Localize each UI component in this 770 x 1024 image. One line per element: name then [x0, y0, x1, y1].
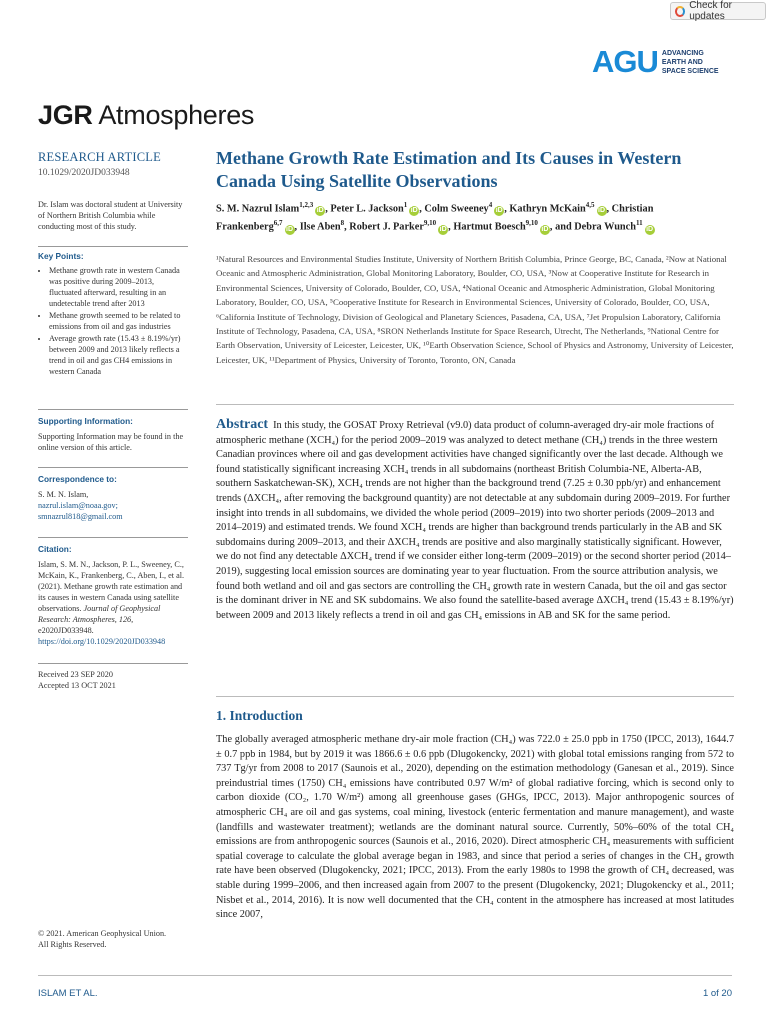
- supporting-heading: Supporting Information:: [38, 416, 133, 426]
- orcid-icon[interactable]: iD: [286, 225, 294, 233]
- author-separator: ,: [325, 203, 331, 215]
- divider: [38, 537, 188, 538]
- orcid-icon[interactable]: iD: [316, 207, 324, 215]
- author-name: S. M. Nazrul Islam: [216, 203, 300, 215]
- author-name: Hartmut Boesch: [453, 221, 526, 233]
- check-for-updates-button[interactable]: [670, 2, 766, 20]
- author-affiliation-marker: 6,7: [273, 219, 283, 228]
- author-name: Colm Sweeney: [424, 203, 489, 215]
- intro-text: The globally averaged atmospheric methane dry-air mole fraction (CH₄) was 722.0 ± 25.0 ppb in 1750 (IPCC, 2013), 1644.7 ± 0.7 ppb in 1984, but by 2019 it was 1866.6 ± 0.6 ppb (Dlugokencky, 2021) with global total emissions ranging from 572 to 737 Tg/yr from 2008 to 2017 (Saunois et al., 2020), depending on the estimation methodology (Ganesan et al., 2019). Since preindustrial times (1750) CH₄ emissions have contributed 0.97 W/m² of global radiative forcing, which is second only to carbon dioxide (CO₂, 1.70 W/m²) among all greenhouse gases (GHGs, IPCC, 2013). Major anthropogenic sources of atmospheric CH₄ are oil and gas systems, coal mining, livestock (enteric fermentation and manure management), and waste (landfills and wastewater treatment); wetlands are the dominant natural source. Currently, 50%–60% of the total CH₄ emissions are from anthropogenic sources (Saunois et al., 2016, 2020). Direct atmospheric CH₄ measurements with sufficient spatial coverage to calculate the global average began in 1983, and since that period a series of changes in the CH₄ growth rate have been observed (Dlugokencky, 2021; IPCC, 2013). From the early 1980s to 1998 the growth of CH₄ decreased, was stable during 1999–2006, and then increased again from 2007 to the present (Dlugokencky, 2021; Dlugokencky et al., 2011; Nisbet et al., 2014, 2016). It is now well documented that the CH₄ content in the atmosphere has increased at most latitudes since 2007,: [216, 734, 734, 921]
- agu-logo: [592, 44, 719, 80]
- author-separator: ,: [344, 221, 350, 233]
- page-number: 1 of 20: [702, 988, 732, 999]
- abstract: [216, 418, 734, 623]
- article-title: Methane Growth Rate Estimation and Its Causes in Western Canada Using Satellite Observations: [216, 148, 682, 191]
- key-points: [38, 251, 188, 378]
- divider: [38, 467, 188, 468]
- update-icon: [675, 6, 685, 17]
- divider: [38, 246, 188, 247]
- author-affiliation-marker: 8: [340, 219, 345, 228]
- author-name: Ilse Aben: [299, 221, 341, 233]
- author-name: Christian Frankenberg: [216, 203, 654, 233]
- key-point: • Methane growth seemed to be related to emissions from oil and gas industries: [49, 310, 188, 332]
- email-link[interactable]: smnazrul818@gmail.com: [38, 512, 123, 521]
- citation-id: e2020JD033948.: [38, 626, 94, 635]
- citation-journal: Journal of Geophysical Research: Atmospheres, 126,: [38, 604, 161, 624]
- author-name: Kathryn McKain: [509, 203, 586, 215]
- author-affiliation-marker: 11: [635, 219, 643, 228]
- orcid-icon[interactable]: iD: [410, 207, 418, 215]
- footer-divider: [38, 975, 732, 976]
- author-separator: ,: [606, 203, 612, 215]
- doi: 10.1029/2020JD033948: [38, 168, 130, 178]
- author-affiliation-marker: 1: [403, 201, 408, 209]
- author-separator: ,: [448, 221, 454, 233]
- orcid-icon[interactable]: iD: [495, 207, 503, 215]
- author-separator: , and: [549, 221, 575, 233]
- author-name: Peter L. Jackson: [330, 203, 404, 215]
- check-for-updates-label: Check for updates: [689, 0, 732, 22]
- author-list: [216, 198, 716, 235]
- orcid-icon[interactable]: iD: [598, 207, 605, 215]
- copyright-line: © 2021. American Geophysical Union.: [38, 929, 167, 938]
- author-separator: ,: [504, 203, 510, 215]
- supporting-text: Supporting Information may be found in the online version of this article.: [38, 432, 184, 452]
- divider: [216, 696, 734, 697]
- tagline-line: SPACE SCIENCE: [661, 67, 719, 75]
- orcid-icon[interactable]: iD: [439, 225, 447, 233]
- affiliations: ¹Natural Resources and Environmental Studies Institute, University of Northern British Columbia, Prince George, BC, Canada, ²Now at National Oceanic and Atmospheric Administration, Global Monitoring Laboratory, Boulder, CO, USA, ³Now at Cooperative Institute for Research in Environmental Sciences, University of Colorado, Boulder, CO, USA, ⁴National Oceanic and Atmospheric Administration, Global Monitoring Laboratory, Boulder, CO, USA, ⁵Cooperative Institute for Research in Environmental Sciences, University of Colorado, Boulder, CO, USA, ⁶California Institute of Technology, Division of Geological and Planetary Sciences, Pasadena, CA, USA, ⁷Jet Propulsion Laboratory, California Institute of Technology, Pasadena, CA, USA, ⁸SRON Netherlands Institute for Space Research, Utrecht, The Netherlands, ⁹National Centre for Earth Observation, University of Leicester, Leicester, UK, ¹⁰Earth Observation Science, School of Physics and Astronomy, University of Leicester, Leicester, UK, ¹¹Department of Physics, University of Toronto, Toronto, ON, Canada: [216, 254, 734, 365]
- author-separator: ,: [294, 221, 300, 233]
- key-point: • Methane growth rate in western Canada was positive during 2009–2013, fluctuated afterward, resulting in an undetectable trend after 2013: [49, 265, 188, 309]
- supporting-info: [38, 416, 188, 453]
- orcid-icon[interactable]: iD: [646, 225, 654, 233]
- author-name: Debra Wunch: [574, 221, 636, 233]
- correspondence-name: S. M. N. Islam,: [38, 490, 89, 499]
- copyright: [38, 928, 188, 950]
- citation-text: Islam, S. M. N., Jackson, P. L., Sweeney, C., McKain, K., Frankenberg, C., Aben, I., et al. (2021). Methane growth rate estimation and its causes in western Canada using satellite observations.: [38, 560, 185, 613]
- copyright-line: All Rights Reserved.: [38, 940, 107, 949]
- citation-heading: Citation:: [38, 544, 72, 554]
- author-affiliation-marker: 9,10: [525, 219, 538, 228]
- author-affiliation-marker: 4,5: [585, 201, 595, 209]
- orcid-icon[interactable]: iD: [541, 225, 549, 233]
- key-point: • Average growth rate (15.43 ± 8.19%/yr) between 2009 and 2013 likely reflects a trend in oil and gas CH4 emissions in western Canada: [49, 333, 188, 377]
- received-date: Received 23 SEP 2020: [38, 670, 113, 679]
- citation-doi-link[interactable]: https://doi.org/10.1029/2020JD033948: [38, 637, 166, 646]
- author-affiliation-marker: 1,2,3: [299, 201, 314, 209]
- author-affiliation-marker: 4: [488, 201, 493, 209]
- citation: [38, 544, 188, 647]
- journal-abbrev: JGR: [38, 100, 93, 130]
- accepted-date: Accepted 13 OCT 2021: [38, 681, 116, 690]
- author-name: Robert J. Parker: [349, 221, 424, 233]
- author-affiliation-marker: 9,10: [423, 219, 437, 228]
- author-separator: ,: [419, 203, 425, 215]
- email-link[interactable]: nazrul.islam@noaa.gov;: [38, 501, 118, 510]
- section-heading: 1. Introduction: [216, 708, 303, 723]
- correspondence-heading: Correspondence to:: [38, 474, 117, 484]
- divider: [38, 409, 188, 410]
- running-footer: ISLAM ET AL.: [38, 988, 98, 999]
- divider: [38, 663, 188, 664]
- author-note: Dr. Islam was doctoral student at University of Northern British Columbia while conducting most of this study.: [38, 200, 183, 231]
- abstract-heading: Abstract: [216, 417, 269, 432]
- agu-logo-tagline: [662, 49, 719, 76]
- agu-logo-mark: AGU: [592, 44, 658, 79]
- tagline-line: EARTH AND: [661, 58, 703, 66]
- journal-name: [38, 100, 254, 131]
- tagline-line: ADVANCING: [661, 49, 704, 57]
- article-type: RESEARCH ARTICLE: [38, 150, 161, 164]
- divider: [216, 404, 734, 405]
- correspondence: [38, 474, 188, 522]
- key-points-heading: Key Points:: [38, 251, 84, 261]
- journal-rest: Atmospheres: [92, 100, 255, 130]
- dates: [38, 669, 188, 691]
- abstract-text: In this study, the GOSAT Proxy Retrieval (v9.0) data product of column-averaged dry-air mole fractions of atmospheric methane (XCH₄) for the period 2009–2019 was analyzed to detect methane (CH₄) trends in the three western Canadian provinces where oil and gas development activities have changed significantly over the last decade. Although we found statistically significant increasing XCH₄ trends in all subdomains (northeast British Columbia-NE, Alberta-AB, southern Saskatchewan-SK), XCH₄ trends are not higher than the background trend (7.25 ± 0.30 ppb/yr) and enhancement trends (ΔXCH₄, after removing the background quantity) are not detectable at any subdomain during 2009–2019. For further insight into trends in all subdomains, we divided the whole period (2009–2019) into two shorter periods (2009–2013 and 2014–2019) and estimated trends. We found XCH₄ trends are higher than background trends particularly in the AB and SK subdomains during 2009–2013, and their ΔXCH₄ trends are positive and also marginally statistically significant. However, we do not find any detectable ΔXCH₄ trend if we consider either long-term (2009–2019) or the second shorter period (2014–2019), suggesting local emission sources are dominating year to year fluctuation. From the source attribution analysis, we found both wetland and oil and gas sectors are controlling the CH₄ growth rate in western Canada, but the oil and gas sector is the dominant driver in NE and SK subdomains. We also found the satellite-based average ΔXCH₄ trend (15.43 ± 8.19%/yr) between 2009 and 2013 likely reflects a trend in oil and gas CH₄ emissions in AB and SK for the same period.: [216, 420, 734, 621]
